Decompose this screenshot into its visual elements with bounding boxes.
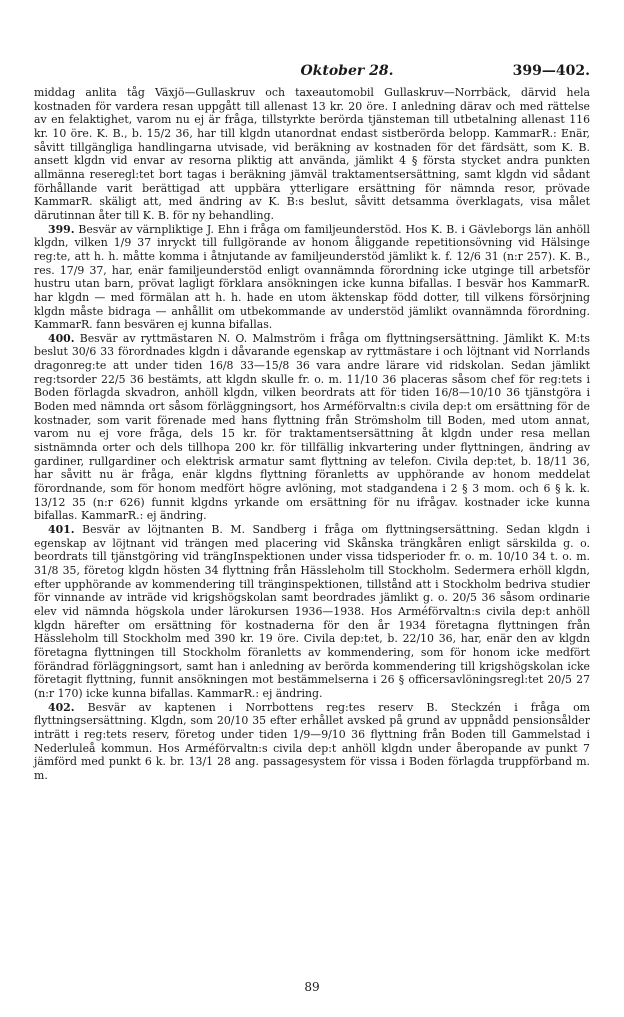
entry-text: Besvär av ryttmästaren N. O. Malmström i fråga om flyttningsersättning. Jämlikt K. M:ts beslut 30/6 33 förordnades klgdn i dåvarande egenskap av ryttmästare i och löjtnant vid Norrlands dragonreg:te att under tiden 16/8 33—15/8 36 vara andre lärare vid ridskolan. Sedan jämlikt reg:tsorder 22/5 36 bestämts, att klgdn skulle fr. o. m. 11/10 36 placeras såsom chef för reg:tets i Boden förlagda skvadron, anhöll klgdn, vilken beordrats att för tiden 16/8—10/10 36 tjänstgöra i Boden med nämnda ort såsom förläggningsort, hos Arméförvaltn:s civila dep:t om ersättning för de kostnader, som varit förenade med hans flyttning från Strömsholm till Boden, med utom annat, varom nu ej vore fråga, dels 15 kr. för traktamentsersättning åt klgdn under resa mellan sistnämnda orter och dels tillhopa 200 kr. för tillfällig inkvartering under flyttningen, ändring av gardiner, rullgardiner och elektrisk armatur samt flyttning av telefon. Civila dep:tet, b. 18/11 36, har såvitt nu är fråga, enär klgdns flyttning föranletts av upphörande av honom meddelat förordnande, som för honom medfört högre avlöning, mot stadgandena i 2 § 3 mom. och 6 § k. k. 13/12 35 (n:r 626) funnit klgdns yrkande om ersättning för nu ifrågav. kostnader icke kunna bifallas. KammarR.: ej ändring. [34,331,590,523]
entry-text: Besvär av värnpliktige J. Ehn i fråga om familjeunderstöd. Hos K. B. i Gävleborgs län anhöll klgdn, vilken 1/9 37 inryckt till fullgörande av honom åliggande repetitionsövning vid Hälsinge reg:te, att h. h. måtte komma i åtnjutande av familjeunderstöd jämlikt k. f. 12/6 31 (n:r 257). K. B., res. 17/9 37, har, enär familjeunderstöd enligt ovannämnda förordning icke utginge till arbetsför hustru utan barn, prövat lagligt förklara ansökningen icke kunna bifallas. I besvär hos KammarR. har klgdn — med förmälan att h. h. hade en utom äktenskap född dotter, till vilkens försörjning klgdn måste bidraga — anhållit om utbekommande av understöd jämlikt ovannämnda förordning. KammarR. fann besvären ej kunna bifallas. [34,222,590,332]
paragraph-continuation [34,86,590,223]
paragraph-text: middag anlita tåg Växjö—Gullaskruv och taxeautomobil Gullaskruv—Norrbäck, därvid hela kostnaden för vardera resan uppgått till allenast 13 kr. 20 öre. I anledning därav och med rättelse av en felaktighet, varom nu ej är fråga, tillstyrkte berörda tjänsteman till utbetalning allenast 116 kr. 10 öre. K. B., b. 15/2 36, har till klgdn utanordnat endast sistberörda belopp. KammarR.: Enär, såvitt tillgängliga handlingarna utvisade, vid beräkning av kostnaden för det färdsätt, som K. B. ansett klgdn vid envar av resorna pliktig att använda, jämlikt 4 § första stycket andra punkten allmänna reseregl:tet bort tagas i beräkning jämväl traktamentsersättning, samt klgdn vid sådant förhållande varit berättigad att uppbära ytterligare ersättning för nämnda resor, prövade KammarR. skäligt att, med ändring av K. B:s beslut, såvitt detsamma överklagats, visa målet därutinnan åter till K. B. för ny behandling. [34,86,590,222]
entry-number: 402. [48,700,75,714]
entry-402 [34,701,590,783]
running-header-page-range: 399—402. [512,63,590,79]
entry-401 [34,523,590,701]
entry-number: 399. [48,222,75,236]
entry-text: Besvär av kaptenen i Norrbottens reg:tes reserv B. Steckzén i fråga om flyttningsersättning. Klgdn, som 20/10 35 efter erhållet avsked på grund av uppnådd pensionsålder inträtt i reg:tets reserv, företog under tiden 1/9—9/10 36 flyttning från Boden till Gammelstad i Nederluleå kommun. Hos Arméförvaltn:s civila dep:t anhöll klgdn under åberopande av punkt 7 jämförd med punkt 6 k. br. 13/1 28 ang. passagesystem för vissa i Boden förlagda truppförband m. m. [34,700,590,782]
entry-399 [34,223,590,332]
document-body [34,86,590,782]
running-header-title: Oktober 28. [300,63,394,79]
entry-number: 401. [48,523,75,536]
page-number: 89 [304,980,320,994]
entry-400 [34,332,590,523]
entry-number: 400. [48,331,75,345]
entry-text: Besvär av löjtnanten B. M. Sandberg i fråga om flyttningsersättning. Sedan klgdn i egenskap av löjtnant vid trängen med placering vid Skånska trängkåren enligt särskilda g. o. beordrats till tjänstgöring vid trängInspektionen under vissa tidsperioder fr. o. m. 10/10 34 t. o. m. 31/8 35, företog klgdn hösten 34 flyttning från Hässleholm till Stockholm. Sedermera erhöll klgdn, efter upphörande av kommendering till tränginspektionen, tillstånd att i Stockholm bedriva studier för vinnande av inträde vid krigshögskolan samt beordrades jämlikt g. o. 20/5 36 såsom ordinarie elev vid nämnda högskola under lärokursen 1936—1938. Hos Arméförvaltn:s civila dep:t anhöll klgdn härefter om ersättning för kostnaderna för den år 1934 företagna flyttningen från Hässleholm till Stockholm med 390 kr. 19 öre. Civila dep:tet, b. 22/10 36, har, enär den av klgdn företagna flyttningen till Stockholm föranletts av kommendering, som för honom icke medfört förändrad förläggningsort, samt han i anledning av berörda kommendering till krigshögskolan icke företagit flyttning, funnit ansökningen mot bestämmelserna i 26 § officersavlöningsregl:tet 20/5 27 (n:r 170) icke kunna bifallas. KammarR.: ej ändring. [34,523,590,700]
